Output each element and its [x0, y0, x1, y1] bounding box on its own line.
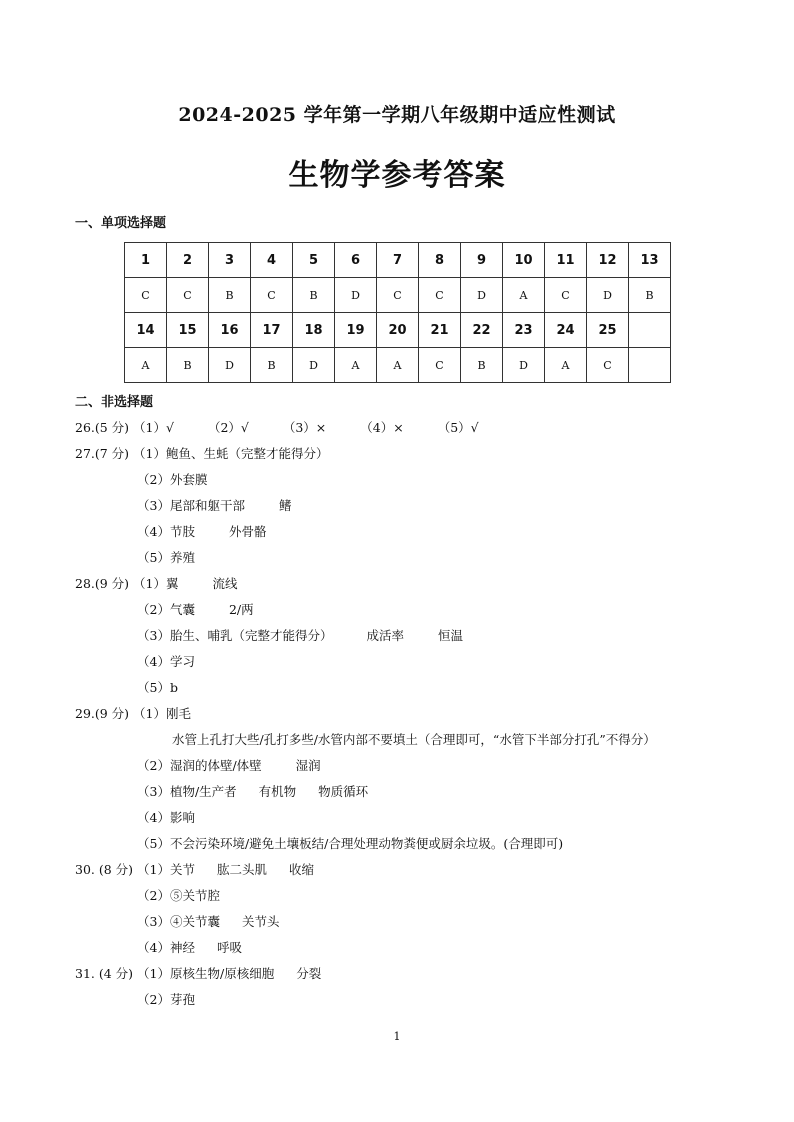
answer-cell: C: [377, 278, 419, 313]
answer-cell: D: [335, 278, 377, 313]
question-number-cell: 7: [377, 243, 419, 278]
q27-line-5: （5）养殖: [137, 550, 195, 565]
question-number-cell: 10: [503, 243, 545, 278]
question-number-cell: 17: [251, 313, 293, 348]
answer-cell: C: [167, 278, 209, 313]
answer-cell: B: [167, 348, 209, 383]
q29-answer-3c: 物质循环: [318, 784, 369, 799]
q29-answer-2b: 湿润: [295, 758, 321, 773]
q26-item-1: （1）√: [133, 420, 174, 435]
table-row-numbers-2: [125, 313, 671, 348]
section-heading-non-choice: 二、非选择题: [75, 395, 154, 410]
answer-cell: C: [587, 348, 629, 383]
answer-cell: A: [545, 348, 587, 383]
question-number-cell: 25: [587, 313, 629, 348]
q29-answer-2: （2）湿润的体壁/体壁: [137, 758, 262, 773]
question-number-cell: 12: [587, 243, 629, 278]
answer-cell: B: [629, 278, 671, 313]
q30-line-2: （2）⑤关节腔: [137, 888, 220, 903]
q28-label: 28.(9 分): [75, 576, 130, 591]
table-row-answers-2: [125, 348, 671, 383]
answer-cell: D: [461, 278, 503, 313]
q27-label: 27.(7 分): [75, 446, 130, 461]
q29-label: 29.(9 分): [75, 706, 130, 721]
q31-label: 31. (4 分): [75, 966, 134, 981]
question-number-cell: 20: [377, 313, 419, 348]
answer-cell: B: [293, 278, 335, 313]
section-heading-single-choice: 一、单项选择题: [75, 216, 167, 231]
q31-line-1: [75, 964, 321, 982]
answer-cell: C: [419, 278, 461, 313]
question-number-cell: 13: [629, 243, 671, 278]
answer-cell: B: [209, 278, 251, 313]
answer-cell: A: [125, 348, 167, 383]
answer-cell: D: [293, 348, 335, 383]
q30-answer-1c: 收缩: [288, 862, 314, 877]
q26-line: [75, 418, 479, 436]
q28-answer-3: （3）胎生、哺乳（完整才能得分）: [137, 628, 333, 643]
q27-answer-3b: 鳍: [278, 498, 292, 513]
q26-item-5: （5）√: [437, 420, 479, 435]
q26-item-4: （4）×: [360, 420, 404, 435]
q27-answer-4b: 外骨骼: [228, 524, 267, 539]
q30-line-1: [75, 860, 314, 878]
q30-line-4: [137, 938, 242, 956]
question-number-cell: 18: [293, 313, 335, 348]
q29-line-1: [75, 704, 191, 722]
q28-line-4: （4）学习: [137, 654, 195, 669]
question-number-cell: 15: [167, 313, 209, 348]
question-number-cell: 6: [335, 243, 377, 278]
q27-answer-3: （3）尾部和躯干部: [137, 498, 245, 513]
q28-answer-1b: 流线: [212, 576, 238, 591]
q28-answer-1: （1）翼: [133, 576, 179, 591]
answer-cell: C: [545, 278, 587, 313]
q28-line-3: [137, 626, 463, 644]
question-number-cell: 5: [293, 243, 335, 278]
q30-answer-4: （4）神经: [137, 940, 195, 955]
answer-key-title: 生物学参考答案: [288, 158, 506, 193]
q28-line-5: （5）b: [137, 680, 178, 695]
q30-answer-1: （1）关节: [137, 862, 195, 877]
answer-cell: [629, 348, 671, 383]
answer-cell: C: [251, 278, 293, 313]
question-number-cell: 8: [419, 243, 461, 278]
q28-line-1: [75, 574, 238, 592]
q27-line-2: （2）外套膜: [137, 472, 208, 487]
q30-label: 30. (8 分): [75, 862, 134, 877]
question-number-cell: 11: [545, 243, 587, 278]
answer-cell: C: [419, 348, 461, 383]
table-row-answers-1: [125, 278, 671, 313]
q30-line-3: [137, 912, 279, 930]
page-number: 1: [393, 1030, 401, 1043]
answer-cell: B: [461, 348, 503, 383]
question-number-cell: [629, 313, 671, 348]
q27-line-3: [137, 496, 291, 514]
answer-cell: A: [503, 278, 545, 313]
exam-title: 2024-2025 学年第一学期八年级期中适应性测试: [178, 104, 616, 126]
question-number-cell: 9: [461, 243, 503, 278]
q30-answer-4b: 呼吸: [216, 940, 242, 955]
q28-answer-3b: 成活率: [366, 628, 404, 643]
answer-cell: C: [125, 278, 167, 313]
question-number-cell: 2: [167, 243, 209, 278]
answer-table: [124, 242, 671, 383]
q30-answer-3b: 关节头: [241, 914, 280, 929]
q27-answer-4: （4）节肢: [137, 524, 195, 539]
question-number-cell: 23: [503, 313, 545, 348]
q28-answer-3c: 恒温: [437, 628, 463, 643]
question-number-cell: 22: [461, 313, 503, 348]
q29-line-2: [137, 756, 321, 774]
answer-cell: B: [251, 348, 293, 383]
q29-line-3: [137, 782, 368, 800]
q28-answer-2b: 2/两: [228, 602, 254, 617]
q26-item-3: （3）×: [282, 420, 327, 435]
question-number-cell: 21: [419, 313, 461, 348]
question-number-cell: 24: [545, 313, 587, 348]
question-number-cell: 16: [209, 313, 251, 348]
q30-answer-1b: 肱二头肌: [216, 862, 267, 877]
q28-answer-2: （2）气囊: [137, 602, 195, 617]
q27-answer-1: （1）鲍鱼、生蚝（完整才能得分）: [133, 446, 329, 461]
table-row-numbers-1: [125, 243, 671, 278]
q31-line-2: （2）芽孢: [137, 992, 195, 1007]
q26-item-2: （2）√: [207, 420, 249, 435]
q31-answer-1b: 分裂: [296, 966, 322, 981]
q29-line-5: （5）不会污染环境/避免土壤板结/合理处理动物粪便或厨余垃圾。(合理即可): [137, 836, 564, 851]
answer-cell: D: [209, 348, 251, 383]
q29-answer-1: （1）刚毛: [133, 706, 191, 721]
answer-cell: A: [335, 348, 377, 383]
q29-line-1b: 水管上孔打大些/孔打多些/水管内部不要填土（合理即可，“水管下半部分打孔”不得分）: [172, 732, 656, 747]
answer-cell: A: [377, 348, 419, 383]
question-number-cell: 3: [209, 243, 251, 278]
answer-cell: D: [503, 348, 545, 383]
q31-answer-1: （1）原核生物/原核细胞: [137, 966, 275, 981]
q29-answer-3: （3）植物/生产者: [137, 784, 237, 799]
q28-line-2: [137, 600, 254, 618]
q26-label: 26.(5 分): [75, 420, 130, 435]
question-number-cell: 14: [125, 313, 167, 348]
question-number-cell: 4: [251, 243, 293, 278]
question-number-cell: 19: [335, 313, 377, 348]
question-number-cell: 1: [125, 243, 167, 278]
q29-answer-3b: 有机物: [258, 784, 297, 799]
answer-cell: D: [587, 278, 629, 313]
q29-line-4: （4）影响: [137, 810, 195, 825]
q30-answer-3: （3）④关节囊: [137, 914, 220, 929]
q27-line-4: [137, 522, 266, 540]
q27-line-1: [75, 444, 329, 462]
